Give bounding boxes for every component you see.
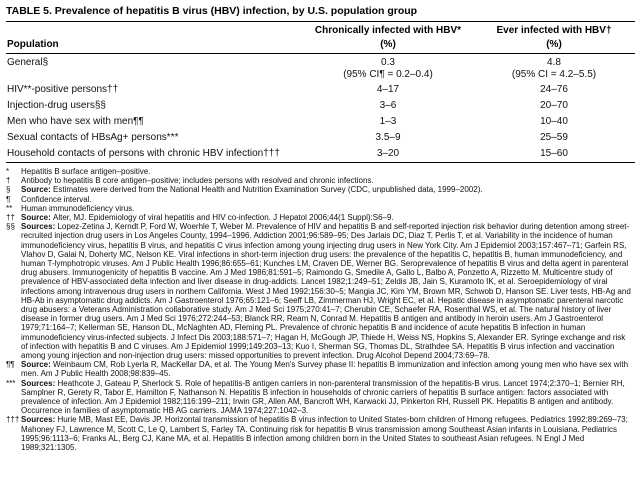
footnote-text: Lopez-Zetina J, Kerndt P, Ford W, Woerhle T, Weber M. Prevalence of HIV and hepatitis B and self-reported injection risk behavior during detention among street-recruited injection drug users in Los Angeles County, 1994–1996. Addiction 2001;96:589–95; Des Jarlais DC, Diaz T, Perlis T, et al. Variability in the incidence of human immunodeficiency virus, hepatitis B virus, and hepatitis C virus infection among young injecting drug users in New York City. Am J Epidemiol 2003;157:467–71; Garfein RS, Vlahov D, Galai N, Doherty MC, Nelson KE. Viral infections in short-term injection drug users: the prevalence of the hepatitis C, hepatitis B, human immunodeficiency, and human T-lymphotropic viruses. Am J Public Health 1996;86:655–61; Kunches LM, Craven DE, Werner BG. Seroprevalence of hepatitis B virus and delta agent in parenteral drug abusers. Immunogenicity of hepatitis B vaccine. Am J Med 1986;81:591–5; Raimondo G, Smedile A, Gallo L, Balbo A, Ponzetto A, Rizzetto M. Multicentre study of prevalence of HBV-associated delta infection and liver disease in drug-addicts. Lancet 1982;1:249–51; Zeldis JB, Jain S, Kuramoto IK, et al. Seroepidemiology of viral infections among intravenous drug users in northern California. West J Med 1992;156:30–5; Mangia JC, Kim YM, Brown MR, Schwob D, Hanson SE. Liver tests, HB-Ag and HB-Ab in asymptomatic drug addicts. Am J Gastroenterol 1976;65:121–6; Seeff LB, Zimmerman HJ, Wright EC, et al. Hepatic disease in asymptomatic parenteral narcotic drug abusers: a Veterans Administration collaborative study. Am J Med Sci 1975;270:41–7; Cherubin CE, Schaefer RA, Rosenthal WS, et al. The natural history of liver disease in former drug users. Am J Med Sci 1976;272:244–53; Blanck RR, Ream N, Conrad M. Hepatitis B antigen and antibody in heroin users. Am J Gastroenterol 1979;71:164–7; Kellerman SE, Hanson DL, McNaghten AD, Fleming PL. Prevalence of chronic hepatitis B and incidence of acute hepatitis B infection in human immunodeficiency virus-infected subjects. J Infect Dis 2003;188:571–7; Hagan H, McGough JP, Thiede H, Weiss NS, Hopkins S, Alexander ER. Syringe exchange and risk of infection with hepatitis B and C viruses. Am J Epidemiol 1999;149:203–13; Kuo I, Sherman SG, Thomas DL, Strathdee SA. Hepatitis B virus infection and vaccination among young injection and non-injection drug users: missed opportunities to prevent infection. Drug Alcohol Depend 2004;73:69–78. <box>21 222 631 361</box>
footnote-marker: ¶¶ <box>6 360 15 370</box>
footnote-source-label: Sources: <box>21 222 58 232</box>
footnote-text: Human immunodeficiency virus. <box>21 203 135 213</box>
footnote-text: Estimates were derived from the National Health and Nutrition Examination Survey (CDC, unpublished data, 1999–2002). <box>53 185 483 195</box>
ever-value-cell <box>473 54 635 83</box>
col-header-ever-pct: (%) <box>473 38 635 54</box>
footnote-text: Heathcote J, Gateau P, Sherlock S. Role of hepatitis-B antigen carriers in non-parenteral transmission of the hepatitis-B virus. Lancet 1974;2:370–1; Bernier RH, Samplner R, Gerety R, Tabor E, Hamilton F, Nathanson N. Hepatitis B infection in households of chronic carriers of hepatitis B surface antigen: factors associated with prevalence of infection. Am J Epidemiol 1982;116:199–211; Irwin GR, Allen AM, Bancroft WH, Karwacki JJ, Pinkerton RH, Russell PK. Hepatitis B antigen and antibody. Occurrence in families of asymptomatic HB AG carriers. JAMA 1974;227:1042–3. <box>21 378 625 416</box>
table-row-household-contacts <box>6 146 635 163</box>
table-row-msm <box>6 114 635 130</box>
ever-value-cell: 20–70 <box>540 100 568 111</box>
footnote-item <box>6 213 634 222</box>
footnote-source-label: Source: <box>21 213 54 223</box>
footnote-text: Hurie MB, Mast EE, Davis JP. Horizontal transmission of hepatitis B virus infection to United States-born children of Hmong refugees. Pediatrics 1992;89:269–73; Mahoney FJ, Lawrence M, Scott C, Le Q, Lambert S, Farley TA. Continuing risk for hepatitis B virus transmission among Southeast Asian infants in Louisiana. Pediatrics 1995;96:1113–6; Franks AL, Berg CJ, Kane MA, et al. Hepatitis B infection among children born in the United States to southeast Asian refugees. N Engl J Med 1989;321:1305. <box>21 415 628 453</box>
footnote-marker: §§ <box>6 222 15 232</box>
footnote-item <box>6 185 634 194</box>
ever-value-cell: 15–60 <box>540 148 568 159</box>
hbv-prevalence-table <box>6 21 635 163</box>
footnote-marker: § <box>6 185 11 195</box>
chronic-value: 0.3 <box>381 57 395 68</box>
empty-header-cell <box>6 22 303 39</box>
footnote-source-label: Source: <box>21 360 54 370</box>
column-subheader-row <box>6 38 635 54</box>
chronic-value-cell: 4–17 <box>376 84 400 95</box>
population-cell: Sexual contacts of HBsAg+ persons*** <box>7 132 179 143</box>
footnote-item <box>6 195 634 204</box>
footnote-item <box>6 167 634 176</box>
table-body <box>6 54 635 163</box>
footnote-marker: ** <box>6 203 13 213</box>
chronic-value-cell: 1–3 <box>379 116 397 127</box>
population-cell: General§ <box>7 57 49 68</box>
footnote-item <box>6 379 634 416</box>
footnote-item <box>6 222 634 360</box>
col-header-chronic: Chronically infected with HBV* <box>314 25 462 36</box>
population-cell: HIV**-positive persons†† <box>7 84 119 95</box>
chronic-value-cell: 3.5–9 <box>375 132 401 143</box>
footnote-marker: * <box>6 167 10 176</box>
ever-value-cell: 25–59 <box>540 132 568 143</box>
footnote-text: Weinbaum CM, Rob Lyerla R, MacKellar DA, et al. The Young Men's Survey phase II: hepatitis B immunization and infection among young men who have sex with men. Am J Public Health 2008;98:839–45. <box>21 360 629 379</box>
footnote-source-label: Sources: <box>21 415 58 425</box>
table-row-idu <box>6 98 635 114</box>
table-header <box>6 22 635 54</box>
footnote-item <box>6 415 634 452</box>
footnote-text: Antibody to hepatitis B core antigen–positive; includes persons with resolved and chronic infections. <box>21 176 374 186</box>
footnote-item <box>6 176 634 185</box>
ever-value-cell: 10–40 <box>540 116 568 127</box>
chronic-value-cell: 3–20 <box>376 148 400 159</box>
footnote-text: Confidence interval. <box>21 194 92 204</box>
population-cell: Men who have sex with men¶¶ <box>7 116 144 127</box>
col-header-chronic-pct: (%) <box>303 38 473 54</box>
chronic-value-cell: 3–6 <box>379 100 397 111</box>
table-title: TABLE 5. Prevalence of hepatitis B virus (HBV) infection, by U.S. population group <box>6 5 418 17</box>
footnote-item <box>6 204 634 213</box>
footnote-source-label: Source: <box>21 185 54 195</box>
ever-value: 4.8 <box>547 57 561 68</box>
ever-ci: (95% CI = 4.2–5.5) <box>511 69 597 80</box>
col-header-population: Population <box>6 38 303 54</box>
footnote-text: Hepatitis B surface antigen–positive. <box>21 167 151 176</box>
col-header-ever: Ever infected with HBV† <box>496 25 612 36</box>
footnote-source-label: Sources: <box>21 378 58 388</box>
footnote-text: Alter, MJ. Epidemiology of viral hepatitis and HIV co-infection. J Hepatol 2006;44(1 Suppl):S6–9. <box>53 213 394 223</box>
column-group-header-row <box>6 22 635 39</box>
footnote-marker: †† <box>6 213 15 223</box>
chronic-ci: (95% CI¶ = 0.2–0.4) <box>343 69 433 80</box>
footnote-marker: † <box>6 176 11 186</box>
footnote-marker: ††† <box>6 415 20 425</box>
ever-value-cell: 24–76 <box>540 84 568 95</box>
footnote-item <box>6 360 634 378</box>
footnotes-section <box>6 167 634 452</box>
footnote-marker: ¶ <box>6 194 11 204</box>
table-row-general <box>6 54 635 83</box>
chronic-value-cell <box>303 54 473 83</box>
table-row-hiv <box>6 82 635 98</box>
population-cell: Household contacts of persons with chronic HBV infection††† <box>7 148 280 159</box>
population-cell: Injection-drug users§§ <box>7 100 106 111</box>
footnote-marker: *** <box>6 378 16 388</box>
table-row-sexual-contacts <box>6 130 635 146</box>
